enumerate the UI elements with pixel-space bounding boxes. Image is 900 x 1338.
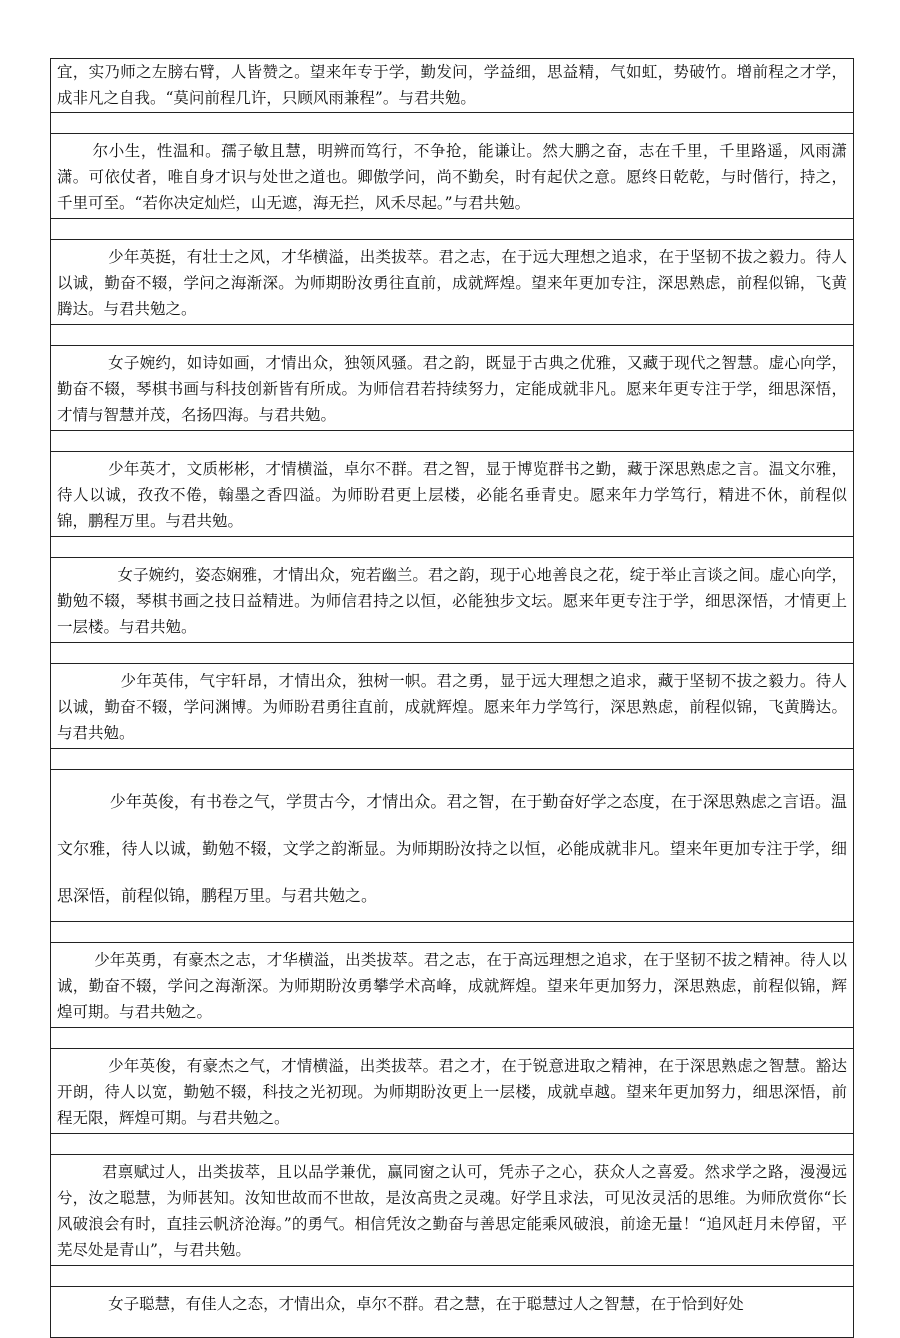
spacer-row xyxy=(51,1028,854,1049)
comment-row xyxy=(51,240,854,325)
comment-row xyxy=(51,452,854,537)
comment-text: 少年英勇，有豪杰之志，才华横溢，出类拔萃。君之志，在于高远理想之追求，在于坚韧不拔之精神。待人以诚，勤奋不辍，学问之海渐深。为师期盼汝勇攀学术高峰，成就辉煌。望来年更加努力，深思熟虑，前程似锦，辉煌可期。与君共勉之。 xyxy=(57,951,847,1021)
spacer-cell xyxy=(51,643,854,664)
comment-text: 少年英才，文质彬彬，才情横溢，卓尔不群。君之智，显于博览群书之勤，藏于深思熟虑之言。温文尔雅，待人以诚，孜孜不倦，翰墨之香四溢。为师盼君更上层楼，必能名垂青史。愿来年力学笃行，精进不休，前程似锦，鹏程万里。与君共勉。 xyxy=(57,460,847,530)
spacer-row xyxy=(51,325,854,346)
spacer-row xyxy=(51,643,854,664)
comments-table xyxy=(50,58,854,1338)
spacer-cell xyxy=(51,922,854,943)
comment-cell xyxy=(51,1155,854,1266)
comment-row xyxy=(51,664,854,749)
comment-row xyxy=(51,770,854,922)
comment-text: 尔小生，性温和。孺子敏且慧，明辨而笃行，不争抢，能谦让。然大鹏之奋，志在千里，千里路遥，风雨潇潇。可依仗者，唯自身才识与处世之道也。卿傲学问，尚不勤矣，时有起伏之意。愿终日乾乾，与时偕行，持之，千里可至。“若你决定灿烂，山无遮，海无拦，风禾尽起。”与君共勉。 xyxy=(57,142,847,212)
comment-text: 女子聪慧，有佳人之态，才情出众，卓尔不群。君之慧，在于聪慧过人之智慧，在于恰到好处 xyxy=(108,1295,744,1313)
spacer-row xyxy=(51,749,854,770)
spacer-cell xyxy=(51,749,854,770)
comment-row xyxy=(51,943,854,1028)
comment-cell xyxy=(51,346,854,431)
comment-row xyxy=(51,1155,854,1266)
comment-row xyxy=(51,1049,854,1134)
spacer-cell xyxy=(51,219,854,240)
comment-text: 少年英挺，有壮士之风，才华横溢，出类拔萃。君之志，在于远大理想之追求，在于坚韧不拔之毅力。待人以诚，勤奋不辍，学问之海渐深。为师期盼汝勇往直前，成就辉煌。望来年更加专注，深思熟虑，前程似锦，飞黄腾达。与君共勉之。 xyxy=(57,248,847,318)
spacer-cell xyxy=(51,1028,854,1049)
comment-row xyxy=(51,134,854,219)
spacer-cell xyxy=(51,325,854,346)
spacer-cell xyxy=(51,1134,854,1155)
comments-sheet xyxy=(50,58,854,1338)
comment-row xyxy=(51,59,854,113)
comment-text: 少年英伟，气宇轩昂，才情出众，独树一帜。君之勇，显于远大理想之追求，藏于坚韧不拔之毅力。待人以诚，勤奋不辍，学问渊博。为师盼君勇往直前，成就辉煌。愿来年力学笃行，深思熟虑，前程似锦，飞黄腾达。与君共勉。 xyxy=(57,672,847,742)
spacer-cell xyxy=(51,537,854,558)
spacer-row xyxy=(51,219,854,240)
comment-cell xyxy=(51,1287,854,1338)
spacer-cell xyxy=(51,431,854,452)
comment-cell xyxy=(51,558,854,643)
comment-text: 君禀赋过人，出类拔萃，且以品学兼优，赢同窗之认可，凭赤子之心，获众人之喜爱。然求学之路，漫漫远兮，汝之聪慧，为师甚知。汝知世故而不世故，是汝高贵之灵魂。好学且求法，可见汝灵活的思维。为师欣赏你“长风破浪会有时，直挂云帆济沧海。”的勇气。相信凭汝之勤奋与善思定能乘风破浪，前途无量！“追风赶月未停留，平芜尽处是青山”，与君共勉。 xyxy=(57,1163,847,1259)
comment-text: 女子婉约，姿态娴雅，才情出众，宛若幽兰。君之韵，现于心地善良之花，绽于举止言谈之间。虚心向学，勤勉不辍，琴棋书画之技日益精进。为师信君持之以恒，必能独步文坛。愿来年更专注于学，细思深悟，才情更上一层楼。与君共勉。 xyxy=(57,566,847,636)
spacer-row xyxy=(51,922,854,943)
comment-cell xyxy=(51,134,854,219)
comment-text: 宜，实乃师之左膀右臂，人皆赞之。望来年专于学，勤发问，学益细，思益精，气如虹，势破竹。增前程之才学，成非凡之自我。“莫问前程几许，只顾风雨兼程”。与君共勉。 xyxy=(57,63,847,107)
comment-cell xyxy=(51,770,854,922)
spacer-cell xyxy=(51,113,854,134)
comment-cell xyxy=(51,664,854,749)
spacer-row xyxy=(51,113,854,134)
comment-cell xyxy=(51,59,854,113)
spacer-row xyxy=(51,1134,854,1155)
comment-text: 少年英俊，有书卷之气，学贯古今，才情出众。君之智，在于勤奋好学之态度，在于深思熟虑之言语。温文尔雅，待人以诚，勤勉不辍，文学之韵渐显。为师期盼汝持之以恒，必能成就非凡。望来年更加专注于学，细思深悟，前程似锦，鹏程万里。与君共勉之。 xyxy=(57,792,847,905)
comment-row xyxy=(51,346,854,431)
comment-cell xyxy=(51,1049,854,1134)
comment-row xyxy=(51,1287,854,1338)
spacer-cell xyxy=(51,1266,854,1287)
spacer-row xyxy=(51,537,854,558)
comment-cell xyxy=(51,943,854,1028)
spacer-row xyxy=(51,1266,854,1287)
comment-text: 女子婉约，如诗如画，才情出众，独领风骚。君之韵，既显于古典之优雅，又藏于现代之智慧。虚心向学，勤奋不辍，琴棋书画与科技创新皆有所成。为师信君若持续努力，定能成就非凡。愿来年更专注于学，细思深悟，才情与智慧并茂，名扬四海。与君共勉。 xyxy=(57,354,847,424)
comment-cell xyxy=(51,452,854,537)
comment-cell xyxy=(51,240,854,325)
spacer-row xyxy=(51,431,854,452)
comment-row xyxy=(51,558,854,643)
comment-text: 少年英俊，有豪杰之气，才情横溢，出类拔萃。君之才，在于锐意进取之精神，在于深思熟虑之智慧。豁达开朗，待人以宽，勤勉不辍，科技之光初现。为师期盼汝更上一层楼，成就卓越。望来年更加努力，细思深悟，前程无限，辉煌可期。与君共勉之。 xyxy=(57,1057,847,1127)
